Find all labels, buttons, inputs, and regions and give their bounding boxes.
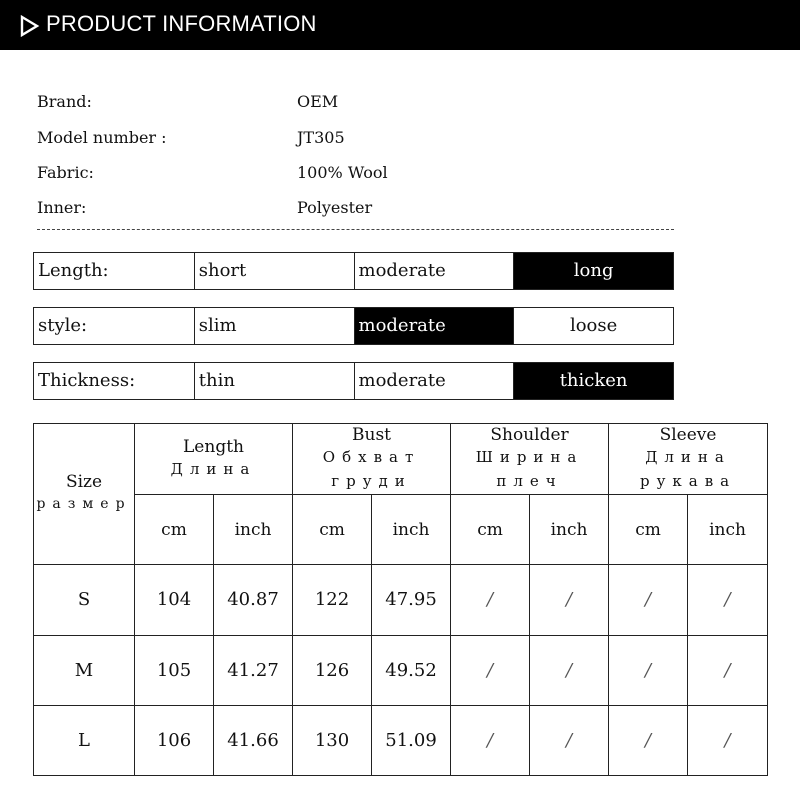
value-cell: 122 (293, 565, 372, 635)
size-cell: S (34, 565, 135, 635)
column-group-header (451, 424, 609, 495)
attribute-option-selected: moderate (354, 308, 514, 344)
info-row-fabric (0, 163, 800, 187)
value-cell: / (609, 635, 688, 705)
value-cell: / (688, 635, 768, 705)
unit-header: inch (530, 495, 609, 565)
attribute-label: Length: (38, 260, 109, 281)
unit-header: cm (293, 495, 372, 565)
attribute-option: loose (513, 308, 673, 344)
unit-header: cm (609, 495, 688, 565)
value-cell: 47.95 (372, 565, 451, 635)
info-value: OEM (297, 92, 339, 111)
size-header-en: Size (65, 472, 103, 493)
column-group-header (293, 424, 451, 495)
value-cell: / (688, 565, 768, 635)
group-title-ru: Ширина плеч (475, 448, 584, 491)
unit-header: inch (688, 495, 768, 565)
value-cell: / (451, 635, 530, 705)
value-cell: 51.09 (372, 705, 451, 775)
column-group-header (135, 424, 293, 495)
size-header-cell (34, 424, 135, 565)
value-cell: 130 (293, 705, 372, 775)
value-cell: 41.66 (214, 705, 293, 775)
table-row (34, 705, 768, 775)
value-cell: 40.87 (214, 565, 293, 635)
info-label: Model number : (37, 128, 167, 147)
unit-header: cm (451, 495, 530, 565)
attribute-option: moderate (354, 253, 514, 289)
attribute-label: style: (38, 315, 88, 336)
value-cell: / (688, 705, 768, 775)
header-bar (0, 0, 800, 50)
info-row-model (0, 128, 800, 152)
table-row (34, 565, 768, 635)
dashed-divider (37, 229, 674, 230)
unit-header: inch (214, 495, 293, 565)
group-title-ru: Длина (170, 460, 257, 479)
attribute-option-selected: thicken (513, 363, 673, 399)
value-cell: 49.52 (372, 635, 451, 705)
attribute-table-style (33, 307, 674, 345)
unit-header: inch (372, 495, 451, 565)
attribute-table-length (33, 252, 674, 290)
page-title: PRODUCT INFORMATION (46, 11, 317, 36)
group-title-en: Bust (352, 425, 392, 446)
value-cell: 104 (135, 565, 214, 635)
value-cell: / (609, 565, 688, 635)
value-cell: / (530, 635, 609, 705)
info-label: Fabric: (37, 163, 94, 182)
info-label: Brand: (37, 92, 92, 111)
column-group-header (609, 424, 768, 495)
attribute-label: Thickness: (38, 370, 136, 391)
info-row-brand (0, 92, 800, 116)
value-cell: / (530, 565, 609, 635)
attribute-option: thin (194, 363, 354, 399)
value-cell: 106 (135, 705, 214, 775)
value-cell: 41.27 (214, 635, 293, 705)
value-cell: / (451, 705, 530, 775)
attribute-table-thickness (33, 362, 674, 400)
attribute-option-selected: long (513, 253, 673, 289)
value-cell: / (530, 705, 609, 775)
size-table (33, 423, 768, 776)
attribute-option: short (194, 253, 354, 289)
info-value: 100% Wool (297, 163, 388, 182)
info-label: Inner: (37, 198, 87, 217)
info-value: JT305 (297, 128, 345, 147)
size-header-ru: размер (36, 496, 132, 513)
size-cell: L (34, 705, 135, 775)
value-cell: / (451, 565, 530, 635)
group-title-en: Sleeve (659, 425, 717, 446)
size-cell: M (34, 635, 135, 705)
group-title-en: Shoulder (490, 425, 569, 446)
value-cell: / (609, 705, 688, 775)
group-title-ru: Обхват груди (322, 448, 421, 491)
group-title-en: Length (183, 437, 244, 458)
info-value: Polyester (297, 198, 373, 217)
info-row-inner (0, 198, 800, 222)
play-triangle-icon (20, 15, 40, 37)
attribute-option: slim (194, 308, 354, 344)
value-cell: 126 (293, 635, 372, 705)
group-title-ru: Длина рукава (639, 448, 737, 491)
table-row (34, 635, 768, 705)
value-cell: 105 (135, 635, 214, 705)
unit-header: cm (135, 495, 214, 565)
attribute-option: moderate (354, 363, 514, 399)
